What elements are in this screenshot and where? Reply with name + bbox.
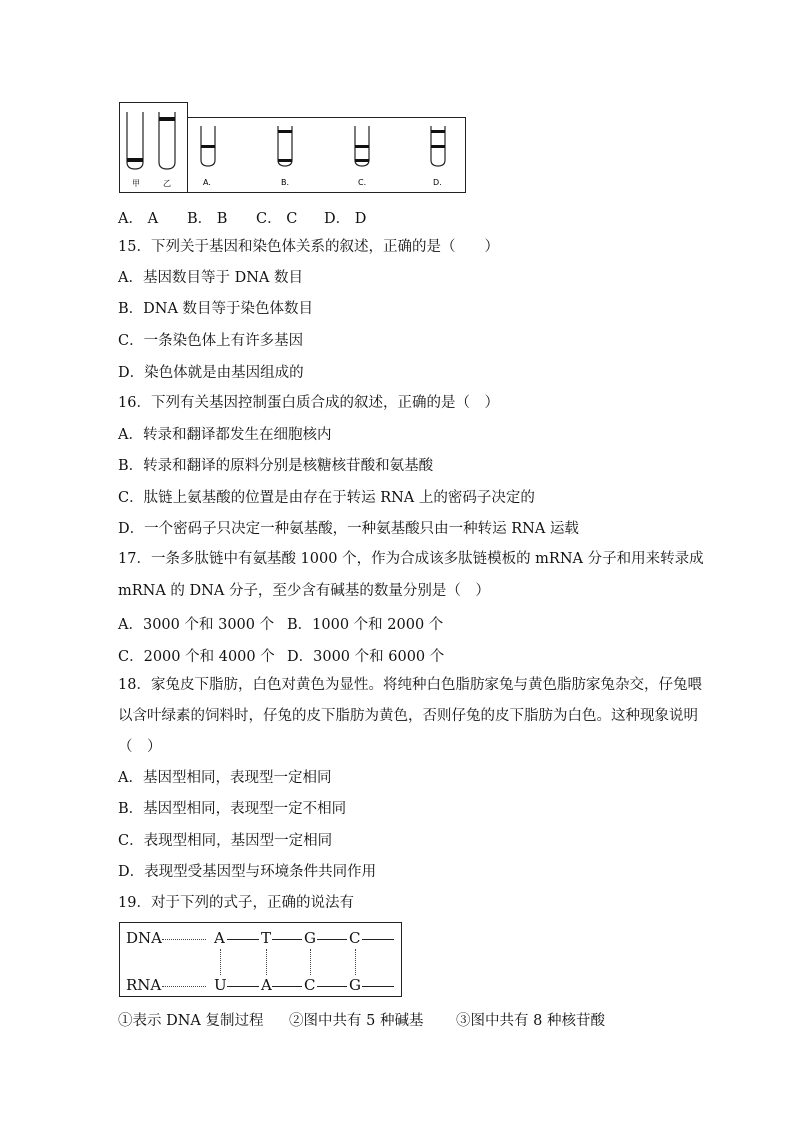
band-a-middle <box>201 145 215 148</box>
label-c: C. <box>358 178 367 187</box>
base-pair-link <box>220 949 221 975</box>
rna-bond <box>227 986 259 987</box>
q17-option-b: B．1000 个和 2000 个 <box>287 617 444 633</box>
rna-base: A <box>261 976 272 994</box>
band-c-heavy <box>355 159 369 162</box>
q18-stem-line3: （ ） <box>118 739 162 755</box>
q18-option-d: D．表现型受基因型与环境条件共同作用 <box>118 864 377 880</box>
label-jia: 甲 <box>132 179 140 188</box>
band-d-middle <box>431 145 445 148</box>
q16-option-b: B．转录和翻译的原料分别是核糖核苷酸和氨基酸 <box>118 458 434 474</box>
rna-leader <box>162 986 206 987</box>
dna-leader <box>162 939 206 940</box>
label-b: B. <box>281 178 290 187</box>
rna-label: RNA <box>126 976 162 994</box>
right-frame <box>188 118 466 193</box>
test-tube-figure <box>119 102 469 198</box>
dna-base: A <box>214 929 225 947</box>
q14-option-d: D． D <box>324 211 367 227</box>
test-tube-diagram <box>119 102 469 194</box>
band-d-light <box>431 130 445 133</box>
q18-option-b: B．基因型相同，表现型一定不相同 <box>118 801 347 817</box>
left-frame <box>120 103 188 193</box>
rna-base: U <box>214 976 227 994</box>
q14-option-a: A． A <box>118 211 159 227</box>
label-yi: 乙 <box>163 179 171 188</box>
q17-stem-line1: 17．一条多肽链中有氨基酸 1000 个，作为合成该多肽链模板的 mRNA 分子和用来转录成 <box>118 551 704 567</box>
q16-stem: 16．下列有关基因控制蛋白质合成的叙述，正确的是（ ） <box>118 395 499 411</box>
q18-stem-line1: 18．家兔皮下脂肪，白色对黄色为显性。将纯种白色脂肪家兔与黄色脂肪家兔杂交，仔兔喂 <box>118 677 702 693</box>
q17-option-c: C．2000 个和 4000 个 <box>118 649 275 665</box>
rna-base: C <box>304 976 316 994</box>
dna-bond <box>362 939 394 940</box>
rna-bond <box>272 986 302 987</box>
base-pair-link <box>355 949 356 975</box>
q14-option-b: B． B <box>187 211 228 227</box>
q18-option-c: C．表现型相同，基因型一定相同 <box>118 833 333 849</box>
dna-base: G <box>304 929 316 947</box>
q15-stem: 15．下列关于基因和染色体关系的叙述，正确的是（ ） <box>118 239 499 255</box>
dna-rna-diagram <box>119 922 402 997</box>
q16-option-c: C．肽链上氨基酸的位置是由存在于转运 RNA 上的密码子决定的 <box>118 490 535 506</box>
q17-option-d: D．3000 个和 6000 个 <box>287 649 445 665</box>
q19-statement-3: ③图中共有 8 种核苷酸 <box>456 1013 605 1029</box>
q15-option-d: D．染色体就是由基因组成的 <box>118 365 304 381</box>
base-pair-link <box>310 949 311 975</box>
q15-option-b: B．DNA 数目等于染色体数目 <box>118 301 314 317</box>
q14-option-c: C． C <box>256 211 298 227</box>
q19-statement-1: ①表示 DNA 复制过程 <box>118 1013 264 1029</box>
q15-option-c: C．一条染色体上有许多基因 <box>118 333 304 349</box>
q17-option-a: A．3000 个和 3000 个 <box>118 617 275 633</box>
dna-bond <box>272 939 302 940</box>
band-b-light <box>278 130 292 133</box>
q17-stem-line2: mRNA 的 DNA 分子，至少含有碱基的数量分别是（ ） <box>118 583 490 599</box>
band-c-middle <box>355 145 369 148</box>
rna-bond <box>317 986 347 987</box>
q18-stem-line2: 以含叶绿素的饲料时，仔兔的皮下脂肪为黄色，否则仔兔的皮下脂肪为白色。这种现象说明 <box>118 708 698 724</box>
q16-option-d: D．一个密码子只决定一种氨基酸，一种氨基酸只由一种转运 RNA 运载 <box>118 521 579 537</box>
dna-label: DNA <box>126 929 162 947</box>
dna-base: T <box>261 929 272 947</box>
label-d: D. <box>433 178 442 187</box>
q16-option-a: A．转录和翻译都发生在细胞核内 <box>118 427 332 443</box>
q19-statement-2: ②图中共有 5 种碱基 <box>289 1013 424 1029</box>
q18-option-a: A．基因型相同，表现型一定相同 <box>118 770 332 786</box>
band-b-heavy <box>278 159 292 162</box>
base-pair-link <box>266 949 267 975</box>
label-a: A. <box>203 178 211 187</box>
rna-bond <box>362 986 394 987</box>
q19-stem: 19．对于下列的式子，正确的说法有 <box>118 895 354 911</box>
dna-base: C <box>349 929 361 947</box>
dna-bond <box>227 939 259 940</box>
band-yi-light <box>159 117 175 121</box>
q15-option-a: A．基因数目等于 DNA 数目 <box>118 270 303 286</box>
band-jia-heavy <box>127 158 143 162</box>
rna-base: G <box>349 976 361 994</box>
dna-bond <box>317 939 347 940</box>
